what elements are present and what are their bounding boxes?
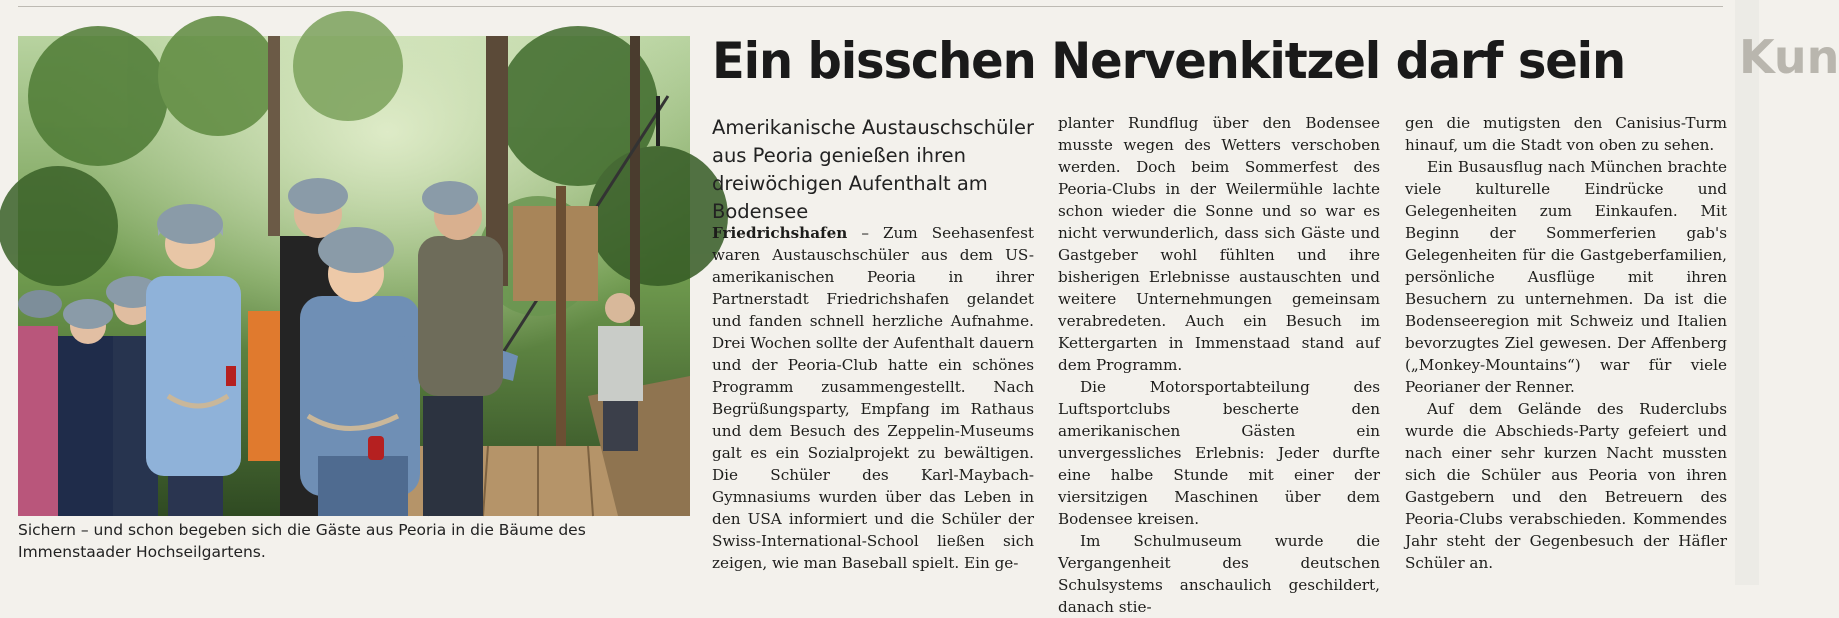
next-article-edge [1735,0,1839,585]
high-ropes-course-photo [18,36,690,516]
paragraph: Auf dem Gelände des Ruderclubs wurde die Abschieds-Party gefeiert und nach einer sehr kurzen Nacht mussten sich die Schüler aus Peoria von ihren Gastgebern und den Betreuern des Peoria-Clubs verabschieden. Kommendes Jahr steht der Gegenbesuch der Häfler Schüler an. [1405,400,1727,572]
paragraph: planter Rundflug über den Bodensee musste wegen des Wetters verschoben werden. Doch beim Sommerfest des Peoria-Clubs in der Weilermühle lachte schon wieder die Sonne und so war es nicht verwunderlich, dass sich Gäste und Gastgeber wohl fühlten und ihre bisherigen Erlebnisse austauschten und weitere Unternehmungen gemeinsam verabredeten. Auch ein Besuch im Kettergarten in Immenstaad stand auf dem Programm. [1058,114,1380,374]
article-headline: Ein bisschen Nervenkitzel darf sein [712,32,1625,90]
paragraph-text: – Zum Seehasenfest waren Austauschschüler aus dem US-amerikanischen Peoria in ihrer Partnerstadt Friedrichshafen gelandet und fanden schnell herzliche Aufnahme. Drei Wochen sollte der Aufenthalt dauern und der Peoria-Club hatte ein schönes Programm zusammengestellt. Nach Begrüßungsparty, Empfang im Rathaus und dem Besuch des Zeppelin-Museums galt es ein Sozialprojekt zu bewältigen. Die Schüler des Karl-Maybach-Gymnasiums wurden über das Leben in den USA informiert und die Schüler der Swiss-International-School ließen sich zeigen, wie man Baseball spielt. Ein ge- [712,224,1034,572]
article-subheadline: Amerikanische Austauschschüler aus Peoria genießen ihren dreiwöchigen Aufenthalt am Bodensee [712,116,1034,223]
paragraph: Ein Busausflug nach München brachte viele kulturelle Eindrücke und Gelegenheiten zum Einkaufen. Mit Beginn der Sommerferien gab's Gelegenheiten für die Gastgeberfamilien, persönliche Ausflüge mit ihren Besuchern zu unternehmen. Da ist die Bodenseeregion mit Schweiz und Italien bevorzugtes Ziel gewesen. Der Affenberg („Monkey-Mountains“) war für viele Peorianer der Renner. [1405,158,1727,396]
dateline: Friedrichshafen [712,224,848,242]
paragraph: gen die mutigsten den Canisius-Turm hinauf, um die Stadt von oben zu sehen. [1405,114,1727,154]
top-rule [18,6,1723,7]
photo-caption: Sichern – und schon begeben sich die Gäste aus Peoria in die Bäume des Immenstaader Hochseilgartens. [18,521,586,561]
paragraph [712,222,1034,574]
article-column-2 [1058,112,1380,618]
article-photo [18,36,690,516]
next-article-fragment: Kun [1739,30,1839,84]
paragraph: Im Schulmuseum wurde die Vergangenheit des deutschen Schulsystems anschaulich geschildert, danach stie- [1058,532,1380,616]
paragraph: Die Motorsportabteilung des Luftsportclubs bescherte den amerikanischen Gästen ein unvergessliches Erlebnis: Jeder durfte eine halbe Stunde mit einer der viersitzigen Maschinen über dem Bodensee kreisen. [1058,378,1380,528]
article-column-3 [1405,112,1727,574]
article-column-1 [712,222,1034,574]
